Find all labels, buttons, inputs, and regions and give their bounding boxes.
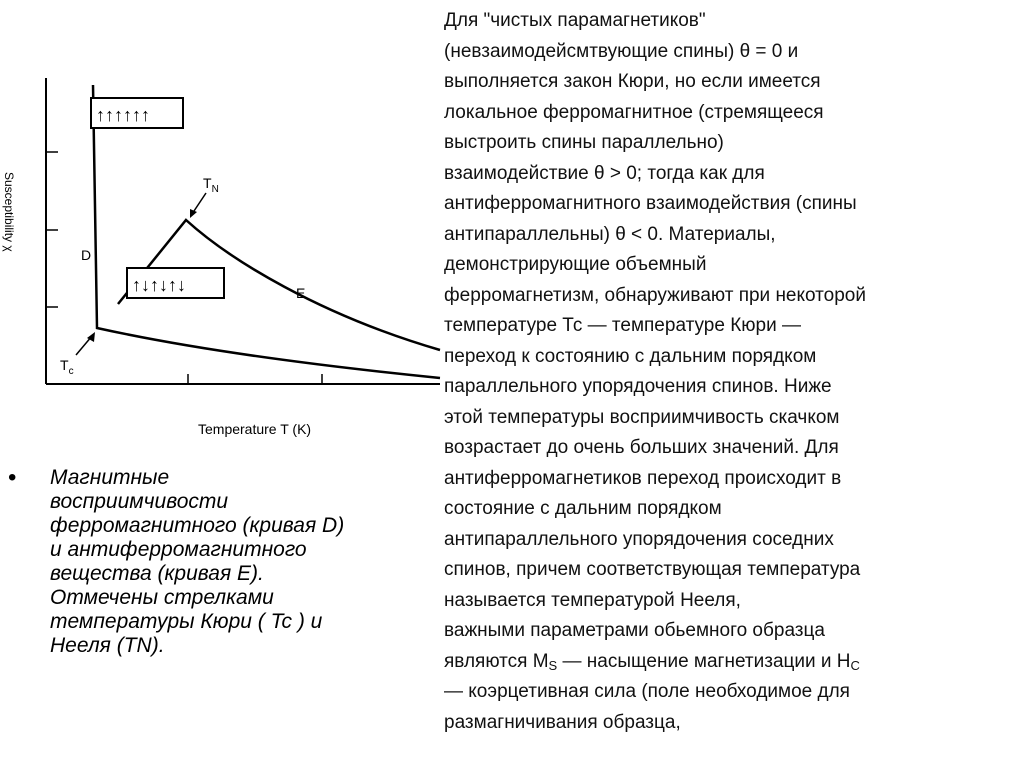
text-fragment: — насыщение магнетизации и H (557, 650, 851, 672)
curve-e-label: E (296, 285, 306, 301)
text-line: возрастает до очень больших значений. Для (444, 437, 839, 458)
text-line: Для "чистых парамагнетиков" (444, 10, 706, 31)
text-line: этой температуры восприимчивость скачком (444, 406, 840, 428)
text-line: выстроить спины параллельно) (444, 132, 724, 153)
caption-line: Магнитные (50, 466, 170, 489)
susceptibility-plot (0, 60, 470, 455)
y-axis-label: Susceptibility χ (2, 172, 16, 252)
tn-arrow-head (190, 209, 197, 218)
susceptibility-figure (0, 60, 470, 455)
ferro-spin-arrows: ↑↑↑↑↑↑ (96, 105, 150, 125)
text-line: — коэрцетивная сила (поле необходимое для (444, 681, 850, 702)
figure-caption (8, 466, 438, 658)
text-line: (невзаимодейсмтвующие спины) θ = 0 и (444, 40, 799, 62)
text-line: температуре Тс — температуре Кюри — (444, 315, 801, 336)
text-line: демонстрирующие объемный (444, 254, 707, 275)
subscript-c: C (850, 657, 860, 673)
caption-line: Отмечены стрелками (50, 586, 274, 609)
explanation-text (444, 6, 1022, 738)
tc-label: $T_c$ (60, 357, 74, 377)
text-line: выполняется закон Кюри, но если имеется (444, 71, 821, 92)
x-axis-label: Temperature T (K) (198, 421, 312, 437)
text-line: спинов, причем соответствующая температура (444, 559, 861, 580)
text-line: антиферромагнетиков переход происходит в (444, 467, 842, 489)
curve-d-label: D (81, 247, 92, 263)
text-fragment: являются M (444, 650, 549, 672)
caption-line: температуры Кюри ( Tc ) и (50, 610, 323, 633)
antiferro-spin-arrows: ↑↓↑↓↑↓ (132, 275, 186, 295)
text-line: размагничивания образца, (444, 711, 681, 733)
caption-line: и антиферромагнитного (50, 538, 307, 561)
caption-line: Нееля (TN). (50, 634, 165, 657)
tn-label: $T_N$ (203, 175, 219, 195)
text-line: антипараллельны) θ < 0. Материалы, (444, 223, 776, 245)
text-line: антиферромагнитного взаимодействия (спины (444, 193, 857, 214)
text-line: локальное ферромагнитное (стремящееся (444, 101, 824, 123)
caption-line: вещества (кривая E). (50, 562, 264, 585)
text-line: параллельного упорядочения спинов. Ниже (444, 376, 832, 397)
caption-line: восприимчивости (50, 490, 229, 513)
caption-text (50, 466, 438, 658)
bullet-point: • (8, 464, 17, 491)
subscript-s: S (548, 657, 558, 673)
text-line: состояние с дальним порядком (444, 498, 722, 519)
text-line: антипараллельного упорядочения соседних (444, 528, 834, 550)
text-line: взаимодействие θ > 0; тогда как для (444, 162, 765, 184)
text-line (444, 647, 1022, 678)
text-line: важными параметрами обьемного образца (444, 620, 825, 641)
text-line: называется температурой Нееля, (444, 589, 741, 611)
text-line: переход к состоянию с дальним порядком (444, 345, 817, 367)
caption-line: ферромагнитного (кривая D) (50, 514, 345, 537)
text-line: ферромагнетизм, обнаруживают при некоторой (444, 284, 866, 306)
